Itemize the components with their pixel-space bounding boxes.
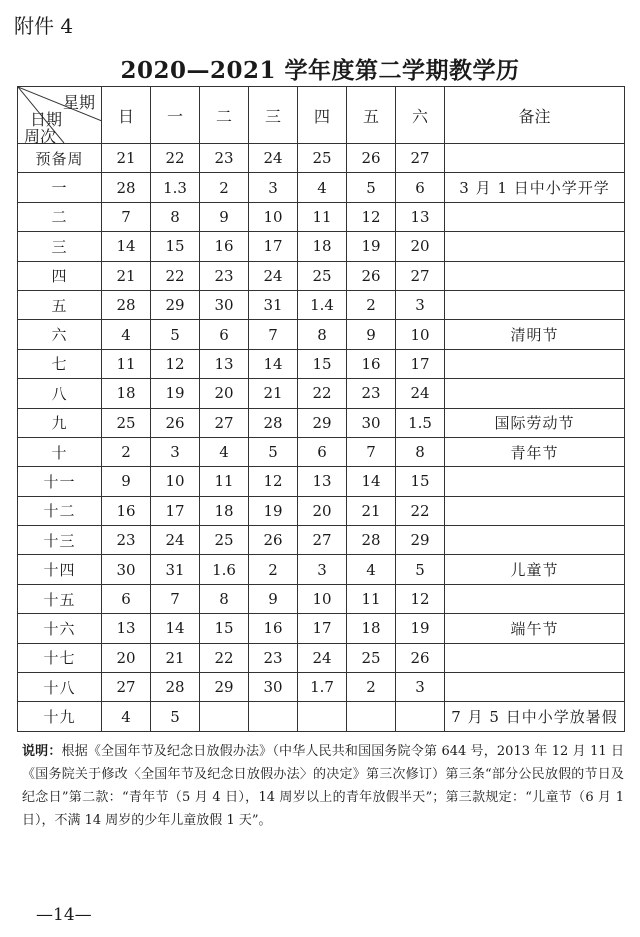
table-row (18, 555, 625, 584)
date-cell: 28 (347, 526, 396, 555)
note-cell (445, 144, 625, 173)
date-cell: 21 (249, 379, 298, 408)
date-cell: 19 (396, 614, 445, 643)
note-cell (445, 526, 625, 555)
date-cell: 18 (347, 614, 396, 643)
date-cell: 23 (249, 643, 298, 672)
date-cell: 5 (151, 320, 200, 349)
table-row (18, 496, 625, 525)
table-row (18, 202, 625, 231)
note-cell: 7 月 5 日中小学放暑假 (445, 702, 625, 731)
date-cell: 31 (151, 555, 200, 584)
note-cell (445, 584, 625, 613)
date-cell: 30 (347, 408, 396, 437)
date-cell: 2 (102, 437, 151, 466)
date-cell: 1.3 (151, 173, 200, 202)
notes-text: 根据《全国年节及纪念日放假办法》（中华人民共和国国务院令第 644 号，2013 年 12 月 11 日《国务院关于修改〈全国年节及纪念日放假办法〉的决定》第三次修订）第三条“部分公民放假的节日及纪念日”第二款：“青年节（5 月 4 日），14 周岁以上的青年放假半天”；第三款规定：“儿童节（6 月 1 日），不满 14 周岁的少年儿童放假 1 天”。 (22, 744, 624, 828)
date-cell: 26 (347, 144, 396, 173)
date-cell: 22 (396, 496, 445, 525)
week-cell: 五 (18, 290, 102, 319)
header-row (18, 87, 625, 144)
date-cell: 18 (298, 232, 347, 261)
date-cell (249, 702, 298, 731)
table-row (18, 584, 625, 613)
date-cell: 11 (200, 467, 249, 496)
date-cell: 5 (249, 437, 298, 466)
date-cell: 27 (200, 408, 249, 437)
table-row (18, 290, 625, 319)
date-cell: 25 (347, 643, 396, 672)
date-cell: 11 (347, 584, 396, 613)
date-cell: 27 (102, 673, 151, 702)
date-cell: 13 (396, 202, 445, 231)
date-cell: 28 (102, 290, 151, 319)
date-cell: 9 (347, 320, 396, 349)
header-note: 备注 (445, 87, 625, 144)
note-cell: 国际劳动节 (445, 408, 625, 437)
date-cell: 10 (396, 320, 445, 349)
date-cell: 25 (200, 526, 249, 555)
date-cell: 13 (298, 467, 347, 496)
date-cell: 12 (347, 202, 396, 231)
header-day-tue: 二 (200, 87, 249, 144)
corner-date-label: 日期 (30, 110, 63, 129)
date-cell (396, 702, 445, 731)
date-cell: 22 (298, 379, 347, 408)
date-cell: 29 (200, 673, 249, 702)
date-cell: 3 (249, 173, 298, 202)
date-cell: 22 (151, 144, 200, 173)
date-cell: 16 (347, 349, 396, 378)
date-cell: 4 (347, 555, 396, 584)
date-cell: 14 (347, 467, 396, 496)
corner-weekday-label: 星期 (62, 93, 95, 112)
date-cell: 29 (298, 408, 347, 437)
date-cell: 25 (298, 261, 347, 290)
date-cell (200, 702, 249, 731)
header-day-sun: 日 (102, 87, 151, 144)
date-cell: 15 (200, 614, 249, 643)
date-cell: 23 (347, 379, 396, 408)
date-cell: 7 (347, 437, 396, 466)
note-cell: 3 月 1 日中小学开学 (445, 173, 625, 202)
date-cell: 15 (151, 232, 200, 261)
date-cell: 28 (249, 408, 298, 437)
date-cell: 17 (151, 496, 200, 525)
date-cell: 23 (200, 261, 249, 290)
date-cell: 14 (151, 614, 200, 643)
date-cell: 23 (102, 526, 151, 555)
table-row (18, 526, 625, 555)
notes-label: 说明： (22, 744, 62, 759)
date-cell: 19 (151, 379, 200, 408)
note-cell (445, 349, 625, 378)
week-cell: 六 (18, 320, 102, 349)
date-cell: 7 (249, 320, 298, 349)
page-number: —14— (36, 905, 92, 925)
week-cell: 十六 (18, 614, 102, 643)
attachment-label: 附件 4 (14, 14, 74, 38)
date-cell: 26 (249, 526, 298, 555)
header-day-mon: 一 (151, 87, 200, 144)
week-cell: 十八 (18, 673, 102, 702)
date-cell: 27 (396, 261, 445, 290)
date-cell: 3 (298, 555, 347, 584)
date-cell: 30 (200, 290, 249, 319)
date-cell: 30 (102, 555, 151, 584)
date-cell: 20 (102, 643, 151, 672)
date-cell: 13 (200, 349, 249, 378)
week-cell: 十五 (18, 584, 102, 613)
table-row (18, 408, 625, 437)
note-cell (445, 261, 625, 290)
date-cell: 2 (347, 290, 396, 319)
week-cell: 一 (18, 173, 102, 202)
week-cell: 十七 (18, 643, 102, 672)
note-cell (445, 643, 625, 672)
date-cell: 4 (200, 437, 249, 466)
table-row (18, 320, 625, 349)
date-cell: 8 (151, 202, 200, 231)
date-cell: 8 (298, 320, 347, 349)
week-cell: 九 (18, 408, 102, 437)
date-cell: 25 (298, 144, 347, 173)
date-cell: 24 (249, 261, 298, 290)
date-cell: 1.4 (298, 290, 347, 319)
date-cell: 20 (298, 496, 347, 525)
date-cell: 8 (396, 437, 445, 466)
week-cell: 十一 (18, 467, 102, 496)
date-cell: 4 (102, 702, 151, 731)
date-cell: 29 (151, 290, 200, 319)
date-cell: 4 (298, 173, 347, 202)
table-row (18, 349, 625, 378)
week-cell: 十三 (18, 526, 102, 555)
week-cell: 十 (18, 437, 102, 466)
date-cell: 29 (396, 526, 445, 555)
date-cell: 19 (249, 496, 298, 525)
date-cell: 24 (396, 379, 445, 408)
date-cell: 13 (102, 614, 151, 643)
note-cell (445, 673, 625, 702)
date-cell: 17 (249, 232, 298, 261)
week-cell: 十四 (18, 555, 102, 584)
date-cell: 2 (249, 555, 298, 584)
date-cell: 6 (102, 584, 151, 613)
week-cell: 十二 (18, 496, 102, 525)
date-cell: 1.6 (200, 555, 249, 584)
date-cell: 21 (102, 261, 151, 290)
date-cell: 3 (151, 437, 200, 466)
date-cell: 24 (249, 144, 298, 173)
date-cell: 12 (396, 584, 445, 613)
note-cell: 青年节 (445, 437, 625, 466)
date-cell: 10 (249, 202, 298, 231)
date-cell: 18 (200, 496, 249, 525)
date-cell (347, 702, 396, 731)
note-cell (445, 496, 625, 525)
date-cell: 15 (298, 349, 347, 378)
date-cell: 17 (298, 614, 347, 643)
date-cell: 26 (151, 408, 200, 437)
week-cell: 三 (18, 232, 102, 261)
date-cell: 24 (151, 526, 200, 555)
date-cell: 22 (200, 643, 249, 672)
date-cell: 28 (151, 673, 200, 702)
note-cell: 端午节 (445, 614, 625, 643)
note-cell (445, 202, 625, 231)
date-cell: 28 (102, 173, 151, 202)
date-cell: 21 (102, 144, 151, 173)
date-cell: 20 (396, 232, 445, 261)
table-row (18, 144, 625, 173)
date-cell: 10 (298, 584, 347, 613)
week-cell: 八 (18, 379, 102, 408)
date-cell: 9 (249, 584, 298, 613)
date-cell: 5 (396, 555, 445, 584)
date-cell: 2 (200, 173, 249, 202)
date-cell: 20 (200, 379, 249, 408)
date-cell: 30 (249, 673, 298, 702)
date-cell: 1.5 (396, 408, 445, 437)
date-cell: 7 (151, 584, 200, 613)
week-cell: 十九 (18, 702, 102, 731)
date-cell: 1.7 (298, 673, 347, 702)
date-cell: 9 (102, 467, 151, 496)
table-row (18, 173, 625, 202)
week-cell: 四 (18, 261, 102, 290)
date-cell: 12 (151, 349, 200, 378)
table-row (18, 437, 625, 466)
date-cell: 14 (249, 349, 298, 378)
date-cell: 24 (298, 643, 347, 672)
calendar-table (17, 86, 625, 732)
table-row (18, 643, 625, 672)
table-row (18, 261, 625, 290)
date-cell: 5 (347, 173, 396, 202)
date-cell: 10 (151, 467, 200, 496)
date-cell (298, 702, 347, 731)
date-cell: 12 (249, 467, 298, 496)
date-cell: 18 (102, 379, 151, 408)
date-cell: 4 (102, 320, 151, 349)
notes-paragraph (22, 740, 624, 832)
header-day-fri: 五 (347, 87, 396, 144)
date-cell: 16 (200, 232, 249, 261)
date-cell: 26 (347, 261, 396, 290)
week-cell: 七 (18, 349, 102, 378)
date-cell: 11 (102, 349, 151, 378)
table-row (18, 232, 625, 261)
date-cell: 16 (102, 496, 151, 525)
date-cell: 19 (347, 232, 396, 261)
date-cell: 7 (102, 202, 151, 231)
date-cell: 9 (200, 202, 249, 231)
date-cell: 22 (151, 261, 200, 290)
date-cell: 2 (347, 673, 396, 702)
note-cell (445, 379, 625, 408)
date-cell: 17 (396, 349, 445, 378)
note-cell (445, 467, 625, 496)
header-day-wed: 三 (249, 87, 298, 144)
date-cell: 3 (396, 673, 445, 702)
date-cell: 8 (200, 584, 249, 613)
calendar-body (18, 144, 625, 732)
table-row (18, 673, 625, 702)
note-cell: 儿童节 (445, 555, 625, 584)
date-cell: 26 (396, 643, 445, 672)
table-row (18, 467, 625, 496)
date-cell: 5 (151, 702, 200, 731)
date-cell: 6 (298, 437, 347, 466)
date-cell: 6 (396, 173, 445, 202)
date-cell: 16 (249, 614, 298, 643)
corner-header (18, 87, 102, 144)
header-day-sat: 六 (396, 87, 445, 144)
date-cell: 14 (102, 232, 151, 261)
date-cell: 27 (298, 526, 347, 555)
note-cell: 清明节 (445, 320, 625, 349)
page-title: 2020—2021 学年度第二学期教学历 (120, 57, 520, 84)
table-row (18, 379, 625, 408)
date-cell: 11 (298, 202, 347, 231)
date-cell: 25 (102, 408, 151, 437)
date-cell: 31 (249, 290, 298, 319)
note-cell (445, 290, 625, 319)
date-cell: 3 (396, 290, 445, 319)
date-cell: 6 (200, 320, 249, 349)
date-cell: 23 (200, 144, 249, 173)
note-cell (445, 232, 625, 261)
week-cell: 二 (18, 202, 102, 231)
corner-week-label: 周次 (24, 127, 57, 146)
week-cell: 预备周 (18, 144, 102, 173)
table-row (18, 702, 625, 731)
date-cell: 21 (151, 643, 200, 672)
date-cell: 21 (347, 496, 396, 525)
date-cell: 15 (396, 467, 445, 496)
date-cell: 27 (396, 144, 445, 173)
header-day-thu: 四 (298, 87, 347, 144)
table-row (18, 614, 625, 643)
